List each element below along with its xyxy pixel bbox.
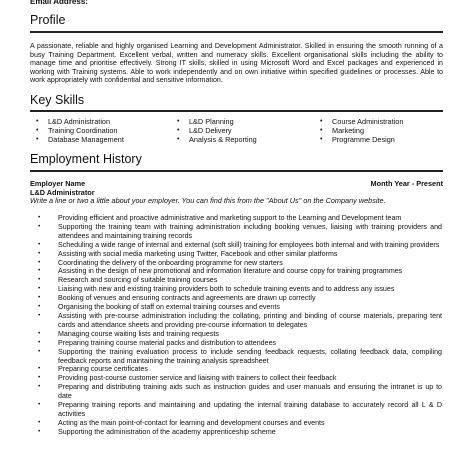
duty-text: Supporting the training team with training administration including booking venues, liaising with training providers and attendees and maintaining training records (58, 222, 442, 240)
skill-label: Marketing (332, 126, 365, 135)
skill-label: Course Administration (332, 117, 404, 126)
bullet-icon: • (38, 267, 41, 275)
duty-text: Preparing course certificates (58, 365, 148, 374)
duty-text: Supporting the training evaluation process to include sending feedback requests, collating feedback data, compiling feedback reports and maintaining the training analysis spreadsheet (58, 347, 442, 365)
job-header (30, 180, 443, 206)
duty-text: Supporting the administration of the academy apprenticeship scheme (58, 427, 276, 436)
bullet-icon: • (36, 136, 39, 143)
bullet-icon: • (320, 127, 323, 134)
bullet-icon: • (320, 118, 323, 125)
bullet-icon: • (38, 329, 41, 337)
duty-item (38, 330, 442, 339)
skill-label: L&D Delivery (189, 126, 232, 135)
duty-text: Assisting in the design of new promotional and information literature and course copy for training programmes (58, 267, 403, 276)
duty-item (38, 276, 442, 285)
skill-item (177, 117, 320, 126)
duty-text: Assisting with social media marketing using Twitter, Facebook and other similar platforms (58, 249, 338, 258)
duty-text: Scheduling a wide range of internal and external (soft skill) training for employees both internal and with training providers (58, 240, 440, 249)
duty-item (38, 250, 442, 259)
bullet-icon: • (177, 118, 180, 125)
skill-label: Analysis & Reporting (189, 135, 257, 144)
duty-item (38, 419, 442, 428)
email-address-label: Email Address: (30, 0, 88, 6)
employer-name: Employer Name (30, 179, 86, 188)
duty-text: Providing post-course customer service and liaising with trainers to collect their feedback (58, 374, 337, 383)
duty-item (38, 339, 442, 348)
profile-heading: Profile (30, 13, 66, 27)
skill-label: L&D Administration (48, 117, 111, 126)
duty-text: Booking of venues and ensuring contracts and agreements are drawn up correctly (58, 294, 316, 303)
bullet-icon: • (38, 365, 41, 373)
duty-item (38, 267, 442, 276)
bullet-icon: • (38, 427, 41, 435)
duty-text: Preparing training reports and maintaining and updating the internal training database to accurately record all L & D activities (58, 401, 442, 418)
bullet-icon: • (38, 285, 41, 293)
bullet-icon: • (38, 294, 41, 302)
duty-item (38, 294, 442, 303)
bullet-icon: • (38, 312, 41, 320)
bullet-icon: • (36, 127, 39, 134)
duty-text: Preparing training course material packs and distribution to attendees (58, 338, 277, 347)
duty-item (38, 348, 442, 365)
skill-item (320, 117, 440, 126)
skill-item (320, 126, 440, 135)
bullet-icon: • (38, 303, 41, 311)
bullet-icon: • (38, 338, 41, 346)
duty-item (38, 374, 442, 383)
employer-description: Write a line or two a little about your employer. You can find this from the "About Us" on the Company website. (30, 196, 386, 206)
duty-item (38, 401, 442, 418)
bullet-icon: • (177, 136, 180, 143)
skill-item (36, 135, 177, 144)
job-title: L&D Administrator (30, 187, 95, 197)
skill-item (36, 117, 177, 126)
duty-item (38, 365, 442, 374)
bullet-icon: • (38, 214, 41, 221)
duty-item (38, 303, 442, 312)
duty-text: Acting as the main point-of-contact for learning and development courses and events (58, 418, 325, 427)
skill-item (36, 126, 177, 135)
duty-item (38, 428, 442, 437)
duty-item (38, 312, 442, 329)
duty-text: Coordinating the delivery of the onboarding programme for new starters (58, 258, 283, 267)
skill-label: Database Management (48, 135, 124, 144)
bullet-icon: • (38, 222, 41, 230)
skill-label: Training Coordination (48, 126, 118, 135)
duty-text: Assisting with pre-course administration including the collating, printing and binding of course materials, preparing tent cards and attendance sheets and providing pre-course information to delegates (58, 312, 442, 329)
bullet-icon: • (38, 249, 41, 257)
skill-item (320, 135, 440, 144)
duty-item (38, 259, 442, 268)
duty-text: Providing efficient and proactive administrative and marketing support to the Learning and Development team (58, 214, 402, 222)
bullet-icon: • (38, 418, 41, 426)
employment-history-heading: Employment History (30, 152, 142, 166)
key-skills-heading: Key Skills (30, 93, 85, 107)
bullet-icon: • (38, 347, 41, 355)
duty-item (38, 285, 442, 294)
skill-label: L&D Planning (189, 117, 234, 126)
skill-item (177, 126, 320, 135)
bullet-icon: • (38, 401, 41, 409)
duty-text: Organising the booking of staff on external training courses and events (58, 303, 280, 312)
duty-item (38, 383, 442, 400)
key-skills-divider (30, 110, 443, 112)
duties-list (38, 214, 442, 437)
bullet-icon: • (38, 383, 41, 391)
duty-item (38, 241, 442, 250)
key-skills-list (36, 117, 436, 144)
bullet-icon: • (38, 374, 41, 382)
bullet-icon: • (177, 127, 180, 134)
duty-item (38, 214, 442, 223)
duty-text: Preparing and distributing training aids such as instruction guides and user manuals and ensuring the intranet is up to date (58, 383, 442, 401)
profile-summary: A passionate, reliable and highly organised Learning and Development Administrator. Skilled in ensuring the smooth running of a busy Training Department. Excellent verbal, written and numeracy skills. Excellent organisational skills including the ability to manage time and prioritise effectively. Strong IT skills, skilled in using Microsoft Word and Excel packages and experienced in working with Training systems. Able to work independently and on own initiative within specified guidelines or processes. Able to work appropriately with confidential and sensitive information. (30, 42, 443, 85)
duty-text: Research and sourcing of suitable training courses (58, 276, 218, 285)
skill-label: Programme Design (332, 135, 395, 144)
profile-divider (30, 31, 443, 33)
bullet-icon: • (36, 118, 39, 125)
bullet-icon: • (320, 136, 323, 143)
employment-dates: Month Year - Present (370, 179, 443, 188)
duty-text: Liaising with new and existing training providers both to schedule training events and to address any issues (58, 285, 395, 294)
duty-text: Managing course waiting lists and training requests (58, 329, 219, 338)
skill-item (177, 135, 320, 144)
duty-item (38, 223, 442, 240)
bullet-icon: • (38, 276, 41, 284)
bullet-icon: • (38, 240, 41, 248)
bullet-icon: • (38, 258, 41, 266)
employment-history-divider (30, 170, 443, 172)
